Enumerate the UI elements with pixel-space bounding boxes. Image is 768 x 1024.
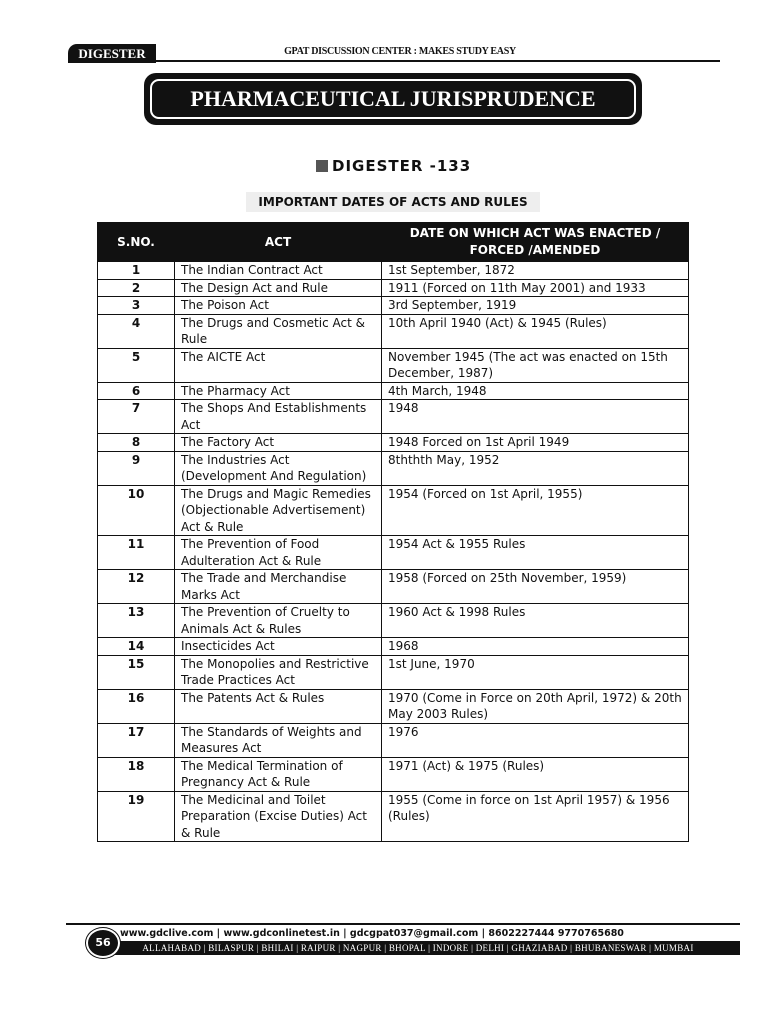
cell-sno: 13 [98,604,175,638]
cell-date: 1st June, 1970 [382,655,689,689]
col-header-sno: S.NO. [98,223,175,262]
cell-date: 1948 [382,400,689,434]
section-subtitle: IMPORTANT DATES OF ACTS AND RULES [246,192,540,212]
cell-date: 4th March, 1948 [382,382,689,400]
cell-sno: 14 [98,638,175,656]
header-tag: DIGESTER [68,44,156,63]
table-row [98,314,689,348]
cell-act: The Industries Act (Development And Regulation) [175,451,382,485]
table-row [98,451,689,485]
table-row [98,485,689,536]
table-row [98,297,689,315]
cell-act: The Standards of Weights and Measures Act [175,723,382,757]
table-row [98,570,689,604]
cell-sno: 9 [98,451,175,485]
table-row [98,262,689,280]
table-row [98,348,689,382]
cell-sno: 4 [98,314,175,348]
table-row [98,400,689,434]
square-icon [316,160,328,172]
cell-date: 1958 (Forced on 25th November, 1959) [382,570,689,604]
cell-sno: 12 [98,570,175,604]
cell-sno: 8 [98,434,175,452]
cell-date: 3rd September, 1919 [382,297,689,315]
table-row [98,638,689,656]
cell-sno: 3 [98,297,175,315]
cell-date: 1955 (Come in force on 1st April 1957) & 1956 (Rules) [382,791,689,842]
page-number: 56 [86,928,120,958]
cell-act: The Trade and Merchandise Marks Act [175,570,382,604]
cell-act: The Monopolies and Restrictive Trade Practices Act [175,655,382,689]
digester-text: DIGESTER -133 [332,157,472,175]
table-row [98,382,689,400]
cell-act: The Medicinal and Toilet Preparation (Excise Duties) Act & Rule [175,791,382,842]
cell-sno: 17 [98,723,175,757]
cell-date: 1948 Forced on 1st April 1949 [382,434,689,452]
footer-contact: www.gdclive.com | www.gdconlinetest.in | gdcgpat037@gmail.com | 8602227444 9770765680 [120,928,624,939]
table-row [98,434,689,452]
table-header-row [98,223,689,262]
cell-sno: 2 [98,279,175,297]
cell-date: 1954 Act & 1955 Rules [382,536,689,570]
table-row [98,791,689,842]
cell-date: 1960 Act & 1998 Rules [382,604,689,638]
table-row [98,604,689,638]
cell-sno: 18 [98,757,175,791]
cell-date: 1954 (Forced on 1st April, 1955) [382,485,689,536]
cell-sno: 5 [98,348,175,382]
footer-rule [66,923,740,925]
cell-date: 1911 (Forced on 11th May 2001) and 1933 [382,279,689,297]
cell-act: The AICTE Act [175,348,382,382]
cell-act: The Prevention of Cruelty to Animals Act & Rules [175,604,382,638]
table-row [98,689,689,723]
title-banner [144,73,642,125]
cell-sno: 16 [98,689,175,723]
col-header-date: DATE ON WHICH ACT WAS ENACTED / FORCED /AMENDED [382,223,689,262]
acts-table [97,222,689,842]
table-row [98,757,689,791]
cell-sno: 1 [98,262,175,280]
cell-sno: 15 [98,655,175,689]
cell-sno: 7 [98,400,175,434]
table-row [98,655,689,689]
table-row [98,279,689,297]
footer-cities: ALLAHABAD | BILASPUR | BHILAI | RAIPUR | NAGPUR | BHOPAL | INDORE | DELHI | GHAZIABAD | BHUBANESWAR | MUMBAI [96,941,740,955]
cell-date: 10th April 1940 (Act) & 1945 (Rules) [382,314,689,348]
cell-act: The Shops And Establishments Act [175,400,382,434]
cell-date: 1971 (Act) & 1975 (Rules) [382,757,689,791]
cell-act: The Prevention of Food Adulteration Act & Rule [175,536,382,570]
cell-act: The Design Act and Rule [175,279,382,297]
cell-act: The Drugs and Magic Remedies (Objectionable Advertisement) Act & Rule [175,485,382,536]
cell-act: The Poison Act [175,297,382,315]
header-rule [68,60,720,62]
cell-sno: 10 [98,485,175,536]
cell-date: 8ththth May, 1952 [382,451,689,485]
cell-act: The Indian Contract Act [175,262,382,280]
cell-date: 1968 [382,638,689,656]
cell-date: 1st September, 1872 [382,262,689,280]
digester-label [316,157,471,175]
cell-date: 1976 [382,723,689,757]
cell-sno: 6 [98,382,175,400]
table-row [98,536,689,570]
cell-sno: 19 [98,791,175,842]
header-tagline: GPAT DISCUSSION CENTER : MAKES STUDY EASY [284,46,516,57]
cell-date: 1970 (Come in Force on 20th April, 1972) & 20th May 2003 Rules) [382,689,689,723]
cell-date: November 1945 (The act was enacted on 15th December, 1987) [382,348,689,382]
col-header-act: ACT [175,223,382,262]
table-row [98,723,689,757]
cell-act: The Medical Termination of Pregnancy Act & Rule [175,757,382,791]
cell-sno: 11 [98,536,175,570]
table-body [98,262,689,842]
cell-act: The Factory Act [175,434,382,452]
page-title: PHARMACEUTICAL JURISPRUDENCE [150,79,636,119]
cell-act: The Drugs and Cosmetic Act & Rule [175,314,382,348]
cell-act: The Pharmacy Act [175,382,382,400]
cell-act: The Patents Act & Rules [175,689,382,723]
cell-act: Insecticides Act [175,638,382,656]
